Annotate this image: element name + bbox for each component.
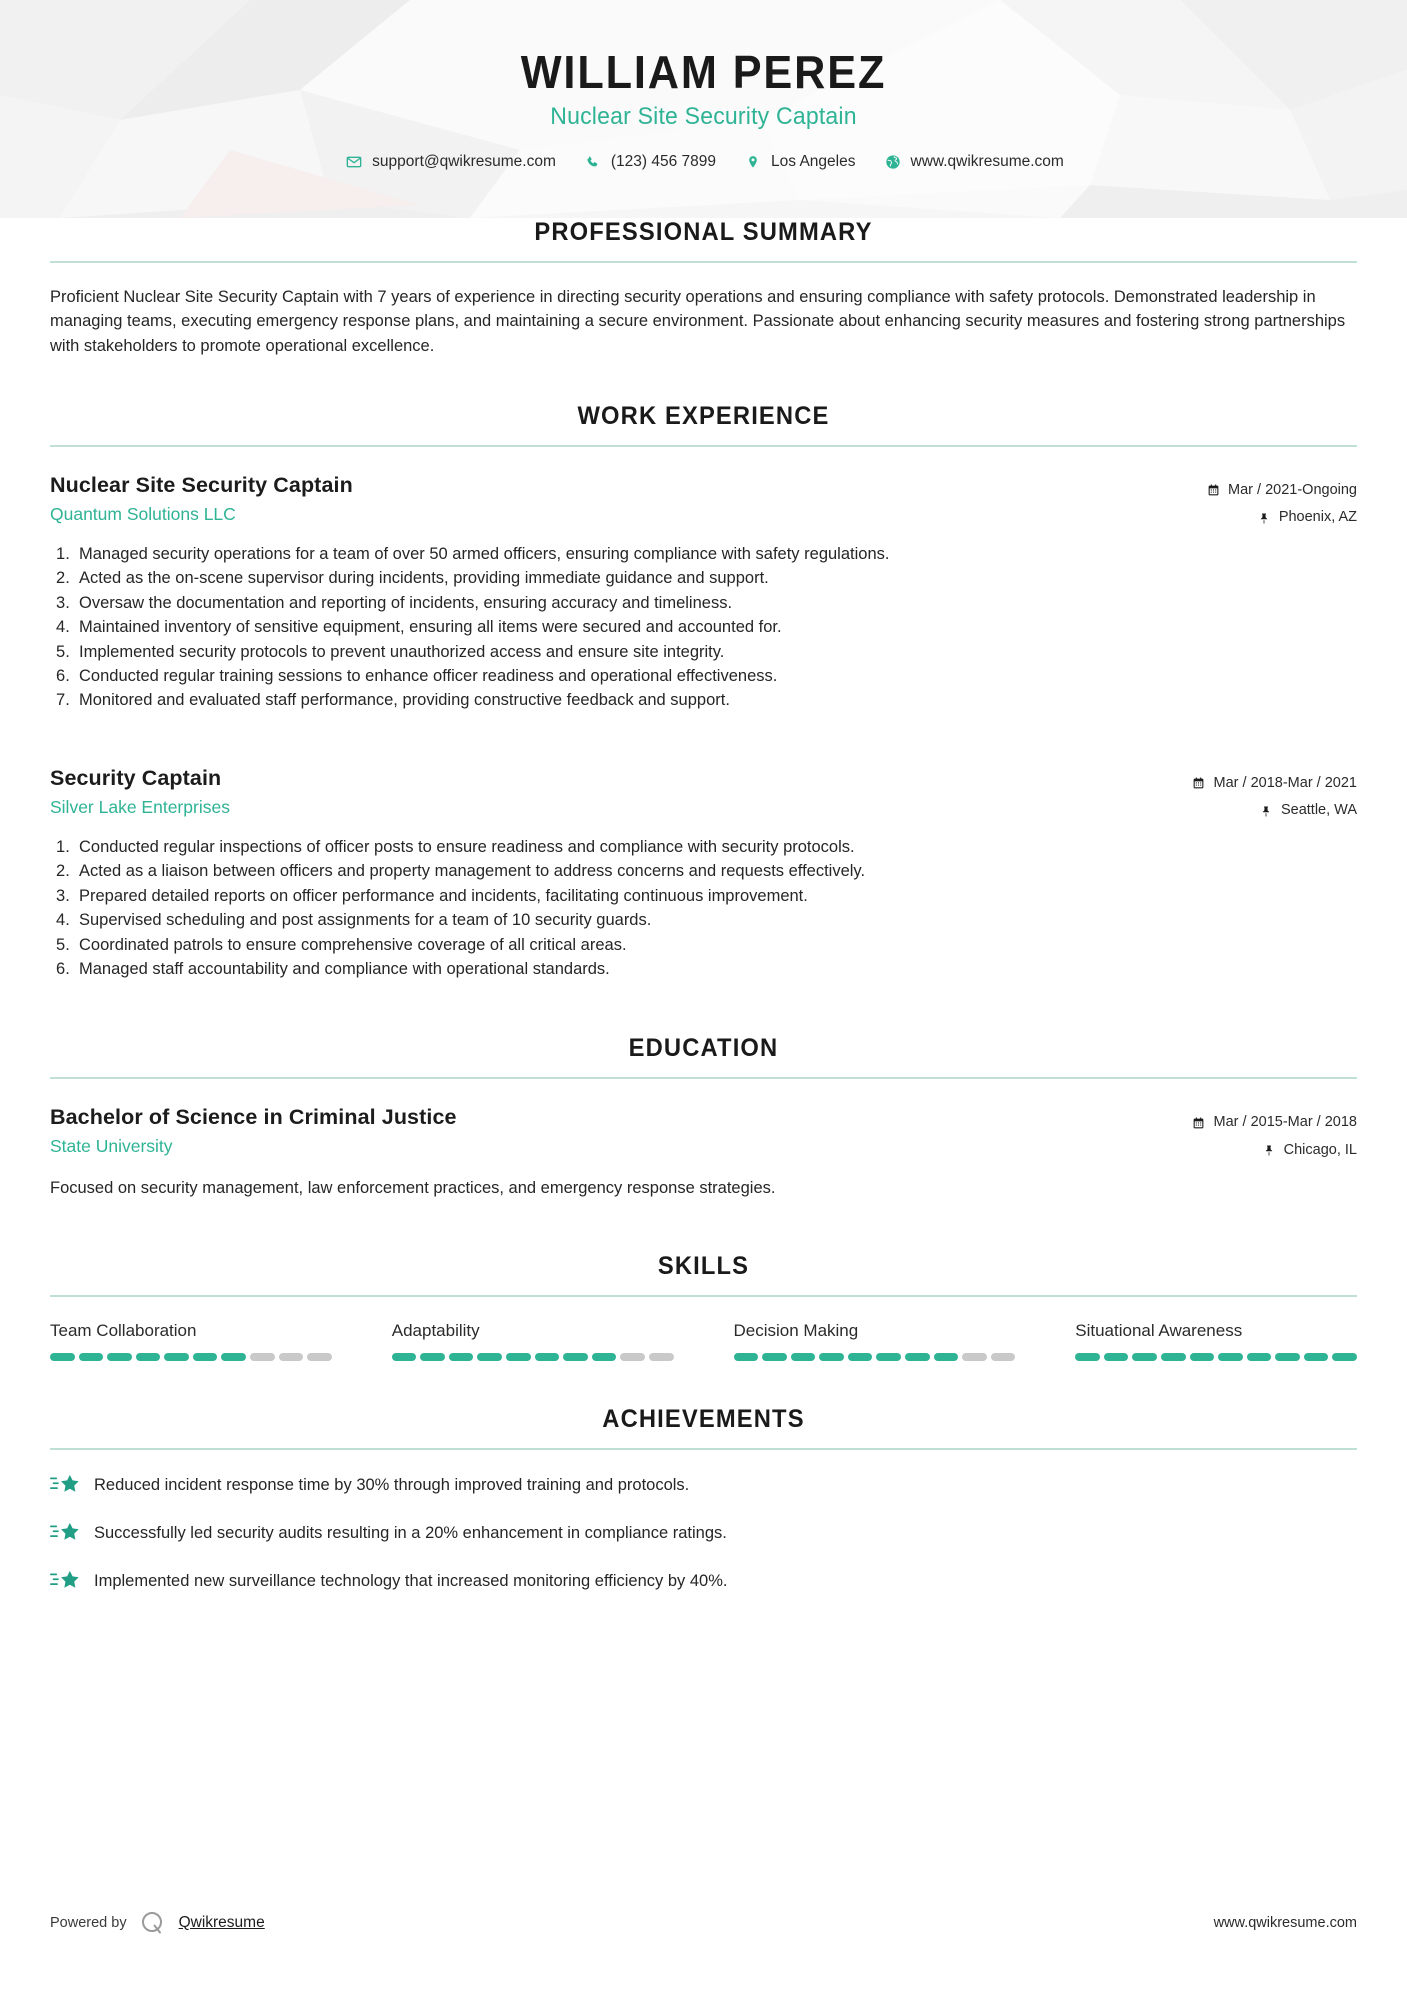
bullet-item: Managed staff accountability and compliance with operational standards. xyxy=(79,960,610,978)
work-entry xyxy=(50,473,1357,713)
skill-dash xyxy=(193,1353,218,1361)
work-location-line xyxy=(1147,504,1357,532)
skill-dash xyxy=(592,1353,617,1361)
skill-dash xyxy=(535,1353,560,1361)
spacer xyxy=(50,1361,1357,1405)
qwikresume-logo-icon xyxy=(140,1910,166,1936)
work-entry-meta xyxy=(1147,766,1357,825)
section-divider xyxy=(50,261,1357,263)
skill-level-bar xyxy=(734,1353,1016,1361)
work-location-text: Seattle, WA xyxy=(1280,802,1357,819)
education-location-text: Chicago, IL xyxy=(1283,1141,1357,1158)
skill-item xyxy=(734,1321,1016,1361)
skill-dash xyxy=(221,1353,246,1361)
education-school: State University xyxy=(50,1136,173,1157)
contact-phone-text: (123) 456 7899 xyxy=(610,153,717,171)
bullet-item: Coordinated patrols to ensure comprehensive coverage of all critical areas. xyxy=(79,935,627,954)
work-company-name: Silver Lake Enterprises xyxy=(50,796,230,817)
skill-item xyxy=(50,1321,332,1361)
achievement-item xyxy=(50,1520,1357,1546)
section-title-work: WORK EXPERIENCE xyxy=(577,401,830,430)
contact-item-phone[interactable] xyxy=(582,153,716,171)
skill-dash xyxy=(848,1353,873,1361)
skill-dash xyxy=(307,1353,332,1361)
work-entry-left xyxy=(50,473,1147,525)
skill-dash xyxy=(1218,1353,1243,1361)
bullet-item: Acted as the on-scene supervisor during incidents, providing immediate guidance and support. xyxy=(79,569,769,588)
work-location-line xyxy=(1147,797,1357,825)
section-divider xyxy=(50,1448,1357,1450)
work-date-line xyxy=(1147,477,1357,505)
skill-dash xyxy=(1247,1353,1272,1361)
skill-level-bar xyxy=(392,1353,674,1361)
skill-dash xyxy=(1275,1353,1300,1361)
skill-dash xyxy=(50,1353,75,1361)
work-entry-header xyxy=(50,766,1357,825)
skill-dash xyxy=(819,1353,844,1361)
contact-item-website[interactable] xyxy=(882,153,1064,171)
skill-dash xyxy=(107,1353,132,1361)
work-entry-left xyxy=(50,766,1147,818)
skill-item xyxy=(392,1321,674,1361)
achievement-text: Implemented new surveillance technology that increased monitoring efficiency by 40%. xyxy=(94,1571,728,1590)
skill-dash xyxy=(79,1353,104,1361)
section-work-experience xyxy=(50,402,1357,982)
resume-footer xyxy=(50,1910,1357,1936)
bullet-item: Monitored and evaluated staff performance, providing constructive feedback and support. xyxy=(79,691,730,710)
bullet-item: Maintained inventory of sensitive equipment, ensuring all items were secured and accounted for. xyxy=(79,618,782,637)
shooting-star-icon xyxy=(50,1520,84,1546)
achievement-item xyxy=(50,1472,1357,1498)
pushpin-icon xyxy=(1261,1144,1277,1157)
education-entry xyxy=(50,1105,1357,1200)
section-divider xyxy=(50,1077,1357,1079)
skill-label: Adaptability xyxy=(391,1321,480,1341)
skill-item xyxy=(1075,1321,1357,1361)
work-job-title: Security Captain xyxy=(50,765,222,790)
calendar-icon xyxy=(1205,484,1221,497)
qwikresume-brand-link[interactable]: Qwikresume xyxy=(178,1914,265,1931)
spacer xyxy=(50,358,1357,402)
work-bullet-list xyxy=(50,543,1357,713)
skill-label: Situational Awareness xyxy=(1075,1321,1243,1341)
work-company-name: Quantum Solutions LLC xyxy=(50,503,236,524)
skill-dash xyxy=(1332,1353,1357,1361)
contact-email-text: support@qwikresume.com xyxy=(372,153,556,171)
candidate-name: WILLIAM PEREZ xyxy=(520,46,887,98)
skill-dash xyxy=(164,1353,189,1361)
skill-dash xyxy=(477,1353,502,1361)
skill-dash xyxy=(762,1353,787,1361)
bullet-item: Implemented security protocols to prevent unauthorized access and ensure site integrity. xyxy=(79,642,725,661)
skill-dash xyxy=(905,1353,930,1361)
section-skills xyxy=(50,1252,1357,1361)
section-title-achievements: ACHIEVEMENTS xyxy=(602,1405,805,1434)
resume-header xyxy=(0,0,1407,218)
skill-dash xyxy=(136,1353,161,1361)
candidate-role: Nuclear Site Security Captain xyxy=(550,103,857,131)
achievement-text: Reduced incident response time by 30% through improved training and protocols. xyxy=(94,1475,690,1494)
bullet-item: Conducted regular training sessions to enhance officer readiness and operational effectiveness. xyxy=(79,666,778,685)
section-education xyxy=(50,1034,1357,1200)
achievements-list xyxy=(50,1472,1357,1594)
skill-dash xyxy=(279,1353,304,1361)
skill-dash xyxy=(934,1353,959,1361)
powered-by-label: Powered by xyxy=(50,1915,127,1931)
skill-dash xyxy=(1304,1353,1329,1361)
pushpin-icon xyxy=(1256,512,1272,525)
section-title-skills: SKILLS xyxy=(657,1252,750,1281)
work-date-text: Mar / 2018-Mar / 2021 xyxy=(1213,774,1357,791)
section-title-summary: PROFESSIONAL SUMMARY xyxy=(534,218,873,246)
work-date-line xyxy=(1147,770,1357,798)
contact-item-email[interactable] xyxy=(343,153,556,171)
phone-icon xyxy=(582,155,604,170)
skill-dash xyxy=(1190,1353,1215,1361)
envelope-icon xyxy=(343,154,365,170)
skill-dash xyxy=(1161,1353,1186,1361)
work-date-text: Mar / 2021-Ongoing xyxy=(1228,481,1357,498)
work-entry-header xyxy=(50,473,1357,532)
skill-dash xyxy=(1132,1353,1157,1361)
calendar-icon xyxy=(1191,1117,1207,1130)
pushpin-icon xyxy=(1258,805,1274,818)
footer-branding xyxy=(50,1910,265,1936)
work-job-title: Nuclear Site Security Captain xyxy=(50,472,353,497)
bullet-item: Prepared detailed reports on officer performance and incidents, facilitating continuous improvement. xyxy=(79,886,808,905)
section-title-education: EDUCATION xyxy=(628,1034,779,1063)
shooting-star-icon xyxy=(50,1472,84,1498)
skill-dash xyxy=(962,1353,987,1361)
skill-dash xyxy=(392,1353,417,1361)
section-divider xyxy=(50,1295,1357,1297)
education-degree: Bachelor of Science in Criminal Justice xyxy=(50,1105,457,1130)
education-date-line xyxy=(1147,1109,1357,1137)
skill-dash xyxy=(791,1353,816,1361)
skills-grid xyxy=(50,1321,1357,1361)
resume-body xyxy=(0,218,1407,1594)
skill-dash xyxy=(449,1353,474,1361)
achievement-item xyxy=(50,1568,1357,1594)
globe-icon xyxy=(882,154,904,170)
skill-dash xyxy=(876,1353,901,1361)
skill-level-bar xyxy=(1075,1353,1357,1361)
achievement-text: Successfully led security audits resulting in a 20% enhancement in compliance ratings. xyxy=(94,1523,727,1542)
section-professional-summary xyxy=(50,218,1357,358)
skill-dash xyxy=(1075,1353,1100,1361)
section-divider xyxy=(50,445,1357,447)
spacer xyxy=(50,714,1357,740)
spacer xyxy=(50,1200,1357,1252)
bullet-item: Oversaw the documentation and reporting of incidents, ensuring accuracy and timeliness. xyxy=(79,593,733,612)
bullet-item: Conducted regular inspections of officer posts to ensure readiness and compliance with security protocols. xyxy=(79,837,855,856)
skill-dash xyxy=(620,1353,645,1361)
location-pin-icon xyxy=(742,154,764,170)
work-location-text: Phoenix, AZ xyxy=(1278,509,1357,526)
contact-bar xyxy=(0,153,1407,171)
skill-level-bar xyxy=(50,1353,332,1361)
skill-dash xyxy=(649,1353,674,1361)
education-location-line xyxy=(1147,1137,1357,1165)
contact-website-text: www.qwikresume.com xyxy=(910,153,1064,171)
bullet-item: Managed security operations for a team of over 50 armed officers, ensuring compliance with safety regulations. xyxy=(79,544,890,563)
education-entry-header xyxy=(50,1105,1357,1164)
spacer xyxy=(50,982,1357,1034)
skill-dash xyxy=(563,1353,588,1361)
calendar-icon xyxy=(1191,777,1207,790)
skill-label: Team Collaboration xyxy=(50,1321,197,1341)
education-entry-meta xyxy=(1147,1105,1357,1164)
skill-dash xyxy=(1104,1353,1129,1361)
skill-dash xyxy=(420,1353,445,1361)
bullet-item: Supervised scheduling and post assignments for a team of 10 security guards. xyxy=(79,911,652,930)
skill-dash xyxy=(734,1353,759,1361)
education-description: Focused on security management, law enforcement practices, and emergency response strategies. xyxy=(50,1178,776,1197)
bullet-item: Acted as a liaison between officers and property management to address concerns and requests effectively. xyxy=(79,862,866,881)
work-entry xyxy=(50,766,1357,982)
skill-dash xyxy=(250,1353,275,1361)
skill-dash xyxy=(506,1353,531,1361)
shooting-star-icon xyxy=(50,1568,84,1594)
education-entry-left xyxy=(50,1105,1147,1157)
education-date-text: Mar / 2015-Mar / 2018 xyxy=(1213,1114,1357,1131)
contact-location-text: Los Angeles xyxy=(771,153,856,171)
work-bullet-list xyxy=(50,836,1357,982)
skill-dash xyxy=(991,1353,1016,1361)
footer-website[interactable]: www.qwikresume.com xyxy=(1213,1915,1357,1931)
work-entry-meta xyxy=(1147,473,1357,532)
section-achievements xyxy=(50,1405,1357,1594)
contact-item-location[interactable] xyxy=(742,153,855,171)
skill-label: Decision Making xyxy=(733,1321,859,1341)
summary-paragraph: Proficient Nuclear Site Security Captain with 7 years of experience in directing security operations and ensuring compliance with safety protocols. Demonstrated leadership in managing teams, executing emergency response plans, and maintaining a secure environment. Passionate about enhancing security measures and fostering strong partnerships with stakeholders to promote operational excellence. xyxy=(50,288,1346,355)
